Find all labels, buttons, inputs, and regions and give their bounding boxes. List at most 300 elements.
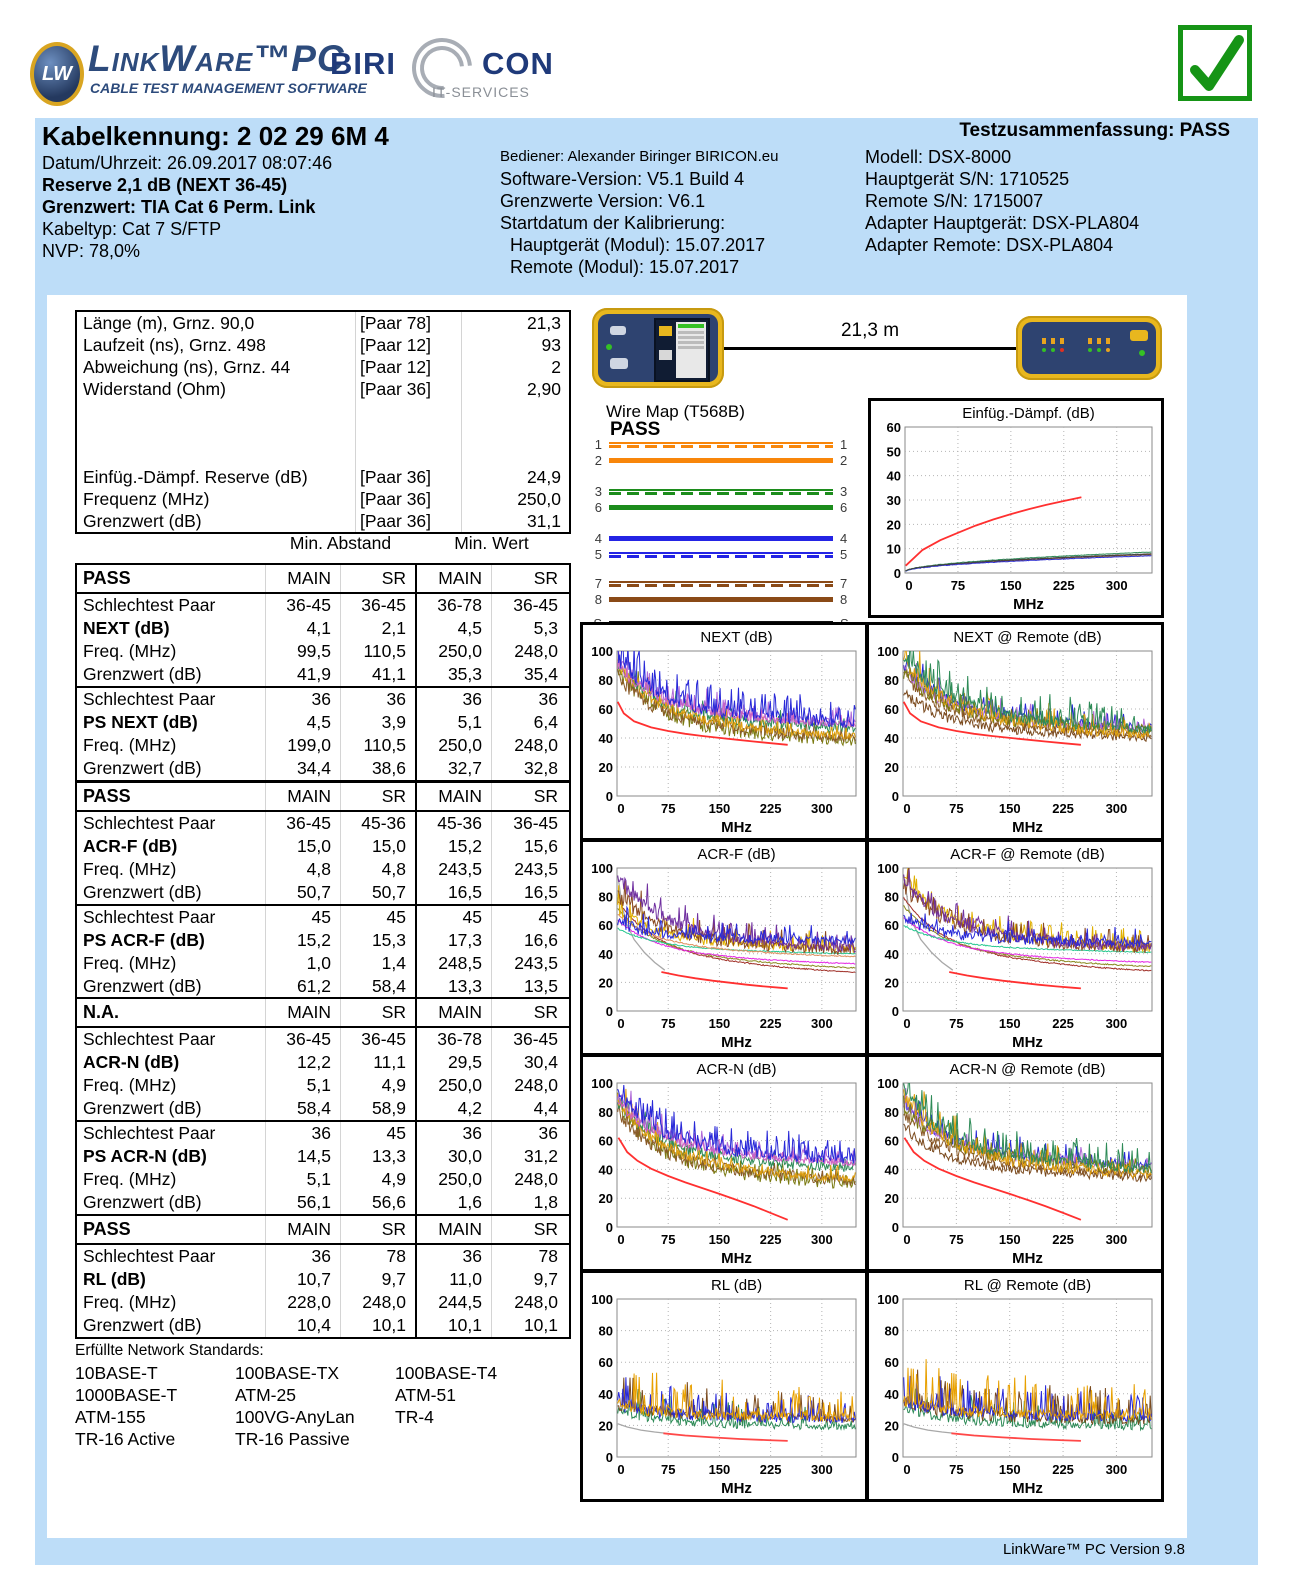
standards-list — [75, 1362, 555, 1450]
svg-text:MHz: MHz — [721, 819, 752, 836]
svg-text:75: 75 — [660, 1016, 676, 1031]
cell-label: PS NEXT (dB) — [83, 712, 198, 732]
cell — [461, 422, 569, 444]
svg-text:20: 20 — [598, 1191, 613, 1207]
svg-text:MHz: MHz — [1012, 1250, 1043, 1267]
wire-pin-left: 3 — [594, 484, 602, 499]
cell-value: 5,3 — [491, 617, 567, 640]
cell-label: Frequenz (MHz) — [83, 489, 210, 509]
cell-value: 2,90 — [461, 378, 569, 400]
table-row — [77, 640, 569, 663]
cell-value: 36-45 — [491, 594, 567, 617]
cell-value: 36 — [415, 688, 491, 711]
svg-text:300: 300 — [1105, 578, 1128, 593]
table-row — [77, 929, 569, 952]
wire-pair-row — [586, 500, 856, 515]
svg-text:40: 40 — [884, 946, 899, 962]
result-table — [75, 563, 571, 782]
cell-value: 15,0 — [265, 835, 340, 858]
column-header: SR — [340, 1216, 415, 1243]
cell-label: Abweichung (ns), Grnz. 44 — [83, 357, 291, 377]
cell-value: 15,2 — [415, 835, 491, 858]
standard-item: 1000BASE-T — [75, 1385, 178, 1405]
table-header-row — [77, 1216, 569, 1245]
cell-value: 4,1 — [265, 617, 340, 640]
remote-led-cluster — [1042, 338, 1076, 354]
cell-value: 3,9 — [340, 711, 415, 734]
cell-value: 36-78 — [415, 1028, 491, 1051]
main-tester-face — [598, 314, 718, 382]
cell-value: 10,1 — [340, 1314, 415, 1337]
wire-line — [609, 581, 833, 587]
cell-label: Freq. (MHz) — [83, 1169, 177, 1189]
cell-value: 30,4 — [491, 1051, 567, 1074]
cell-value: 244,5 — [415, 1291, 491, 1314]
svg-text:75: 75 — [949, 1232, 964, 1247]
header-line: Kabeltyp: Cat 7 S/FTP — [42, 219, 222, 239]
cell-label: Freq. (MHz) — [83, 641, 177, 661]
header-line: Hauptgerät (Modul): 15.07.2017 — [510, 235, 766, 255]
cell-label: RL (dB) — [83, 1269, 146, 1289]
cell-value: 38,6 — [340, 757, 415, 780]
cell-value: 99,5 — [265, 640, 340, 663]
cell-value: 17,3 — [415, 929, 491, 952]
cell-value: 5,1 — [265, 1074, 340, 1097]
svg-text:100: 100 — [877, 1076, 899, 1091]
svg-text:30: 30 — [886, 493, 901, 508]
cell-label: Schlechtest Paar — [83, 595, 216, 615]
cell-label: Freq. (MHz) — [83, 1292, 177, 1312]
column-header: SR — [340, 783, 415, 810]
wire-pin-right: 3 — [840, 484, 848, 499]
chart-acrn — [580, 1054, 868, 1272]
svg-text:60: 60 — [886, 420, 901, 435]
cell-value: 250,0 — [415, 734, 491, 757]
cell-label: Schlechtest Paar — [83, 689, 216, 709]
header-line: Modell: DSX-8000 — [865, 147, 1012, 167]
wire-pin-right: 4 — [840, 531, 848, 546]
cell — [77, 422, 355, 444]
svg-text:Einfüg.-Dämpf. (dB): Einfüg.-Dämpf. (dB) — [962, 405, 1095, 422]
cell-label: ACR-N (dB) — [83, 1052, 180, 1072]
screen-icon — [659, 350, 672, 360]
svg-text:40: 40 — [884, 1162, 899, 1178]
chart-canvas — [869, 625, 1161, 838]
svg-text:0: 0 — [617, 1462, 625, 1477]
cell-value: 250,0 — [415, 640, 491, 663]
svg-text:150: 150 — [1000, 578, 1022, 593]
cell-value: 32,8 — [491, 757, 567, 780]
svg-text:0: 0 — [903, 801, 911, 816]
cell-value: 11,0 — [415, 1268, 491, 1291]
svg-text:60: 60 — [884, 918, 899, 934]
cell-value: 21,3 — [461, 312, 569, 334]
column-header: SR — [491, 565, 567, 592]
svg-text:300: 300 — [811, 1462, 833, 1477]
svg-text:RL (dB): RL (dB) — [710, 1277, 763, 1294]
svg-text:10: 10 — [886, 541, 901, 557]
tester-button — [610, 326, 626, 335]
column-header: SR — [491, 999, 567, 1026]
chart-next-remote — [866, 622, 1164, 841]
remote-button — [1130, 330, 1148, 341]
table-row — [77, 1314, 569, 1337]
wire-pin-right: 1 — [840, 437, 848, 452]
cell-label: PS ACR-N (dB) — [83, 1146, 207, 1166]
svg-text:225: 225 — [1052, 1462, 1074, 1477]
svg-text:40: 40 — [598, 731, 613, 746]
cell-value: 2 — [461, 356, 569, 378]
header-line: Reserve 2,1 dB (NEXT 36-45) — [42, 175, 288, 195]
svg-text:300: 300 — [1105, 1462, 1128, 1477]
svg-text:100: 100 — [591, 1292, 613, 1307]
svg-text:NEXT (dB): NEXT (dB) — [700, 629, 773, 646]
wire-pin-right: 2 — [840, 453, 848, 468]
header-right-block — [865, 146, 1139, 256]
chart-insertion-loss — [868, 398, 1164, 618]
svg-text:MHz: MHz — [721, 1480, 752, 1497]
cell-value: 36 — [265, 1245, 340, 1268]
cell-value: 45 — [340, 1122, 415, 1145]
table-header-row — [77, 783, 569, 812]
table-row — [77, 952, 569, 975]
wire-line — [609, 442, 833, 448]
cell-label: Freq. (MHz) — [83, 1075, 177, 1095]
wire-pair-row — [586, 531, 856, 546]
biricon-part1: BIRI — [330, 46, 396, 81]
svg-text:100: 100 — [591, 644, 613, 659]
cell-value: 36 — [265, 1122, 340, 1145]
wire-line — [609, 536, 833, 541]
cell-pair: [Paar 12] — [355, 356, 461, 378]
cell-value: 6,4 — [491, 711, 567, 734]
linkware-brand: LinkWare™PC — [88, 38, 345, 79]
svg-text:150: 150 — [998, 1232, 1021, 1247]
wire-pin-left: 1 — [594, 437, 602, 452]
table-row — [77, 444, 569, 466]
svg-text:0: 0 — [891, 1220, 899, 1235]
header-line: NVP: 78,0% — [42, 241, 141, 261]
chart-canvas — [869, 842, 1161, 1053]
chart-acrn-remote — [866, 1054, 1164, 1272]
table-row — [77, 835, 569, 858]
cell-value: 29,5 — [415, 1051, 491, 1074]
cell-value: 50,7 — [340, 881, 415, 904]
column-header: MAIN — [415, 783, 491, 810]
standard-item: TR-16 Passive — [235, 1429, 350, 1449]
remote-led-cluster — [1088, 338, 1122, 354]
cell-value: 61,2 — [265, 975, 340, 998]
svg-text:60: 60 — [598, 702, 613, 717]
table-row — [77, 711, 569, 734]
svg-text:0: 0 — [891, 789, 899, 804]
svg-text:300: 300 — [811, 1016, 833, 1031]
svg-text:225: 225 — [759, 801, 782, 816]
cell-value: 1,6 — [415, 1191, 491, 1214]
cell-value: 41,1 — [340, 663, 415, 686]
wire-line — [609, 552, 833, 558]
wire-line — [609, 489, 833, 495]
svg-text:0: 0 — [605, 1450, 613, 1465]
wire-pair-row — [586, 576, 856, 591]
tester-screen — [654, 318, 710, 382]
cell-value: 13,5 — [491, 975, 567, 998]
cell-value: 16,5 — [491, 881, 567, 904]
table-row — [77, 422, 569, 444]
svg-text:20: 20 — [884, 1191, 899, 1207]
svg-text:300: 300 — [1105, 1016, 1128, 1031]
cell-value: 36-45 — [340, 594, 415, 617]
table-row — [77, 1245, 569, 1268]
cell-value: 36 — [491, 1122, 567, 1145]
cell-pair: [Paar 36] — [355, 510, 461, 532]
cell-value: 32,7 — [415, 757, 491, 780]
svg-text:NEXT @ Remote (dB): NEXT @ Remote (dB) — [953, 629, 1102, 646]
cell-value: 36-45 — [265, 1028, 340, 1051]
cell-label: Freq. (MHz) — [83, 735, 177, 755]
cell-label: Schlechtest Paar — [83, 907, 216, 927]
chart-canvas — [583, 625, 865, 838]
table-row — [77, 757, 569, 780]
wire-pin-right: 5 — [840, 547, 848, 562]
cell-value: 4,5 — [415, 617, 491, 640]
svg-text:80: 80 — [598, 889, 613, 905]
svg-text:MHz: MHz — [721, 1250, 752, 1267]
standard-item: ATM-25 — [235, 1385, 296, 1405]
cell-value: 35,3 — [415, 663, 491, 686]
svg-text:225: 225 — [1052, 1232, 1074, 1247]
wire-pin-left: 5 — [594, 547, 602, 562]
wire-pin-right: 7 — [840, 576, 848, 591]
cell-label: Laufzeit (ns), Grnz. 498 — [83, 335, 266, 355]
cell-label: Schlechtest Paar — [83, 813, 216, 833]
test-summary-status: Testzusammenfassung: PASS — [959, 120, 1230, 141]
svg-text:MHz: MHz — [721, 1034, 752, 1051]
cell-value: 10,1 — [491, 1314, 567, 1337]
cell-pair: [Paar 12] — [355, 334, 461, 356]
cell-value: 15,0 — [340, 835, 415, 858]
cell-value: 4,4 — [491, 1097, 567, 1120]
cell-label: PS ACR-F (dB) — [83, 930, 205, 950]
cell — [355, 400, 461, 422]
svg-text:150: 150 — [998, 801, 1021, 816]
cell-label: Grenzwert (dB) — [83, 758, 202, 778]
cell-label: Grenzwert (dB) — [83, 1098, 202, 1118]
svg-text:60: 60 — [884, 1355, 899, 1371]
cell-value: 50,7 — [265, 881, 340, 904]
svg-text:0: 0 — [605, 1004, 613, 1019]
cell-value: 248,0 — [491, 1074, 567, 1097]
chart-canvas — [871, 401, 1161, 615]
cell-value: 45-36 — [415, 812, 491, 835]
svg-text:100: 100 — [877, 861, 899, 876]
remote-tester-face — [1022, 322, 1156, 374]
svg-text:80: 80 — [598, 1104, 613, 1120]
svg-text:80: 80 — [598, 1323, 613, 1339]
svg-text:75: 75 — [949, 1016, 964, 1031]
svg-text:150: 150 — [708, 801, 731, 816]
cell-value: 36-45 — [491, 1028, 567, 1051]
table-row — [77, 904, 569, 929]
svg-text:MHz: MHz — [1012, 1480, 1043, 1497]
cell-value: 13,3 — [340, 1145, 415, 1168]
table-row — [77, 686, 569, 711]
svg-text:150: 150 — [708, 1016, 731, 1031]
svg-text:100: 100 — [591, 861, 613, 876]
operator-line: Bediener: Alexander Biringer BIRICON.eu — [500, 148, 779, 165]
cell-value: 228,0 — [265, 1291, 340, 1314]
cell-value: 4,9 — [340, 1074, 415, 1097]
svg-text:60: 60 — [884, 1133, 899, 1149]
cell-value: 5,1 — [265, 1168, 340, 1191]
svg-text:20: 20 — [598, 760, 613, 775]
wire-pin-left: 4 — [594, 531, 602, 546]
cell-value: 9,7 — [491, 1268, 567, 1291]
standards-column — [75, 1362, 235, 1450]
wire-pin-right: 6 — [840, 500, 848, 515]
cell-value: 45 — [491, 906, 567, 929]
cell-value: 56,6 — [340, 1191, 415, 1214]
table-row — [77, 356, 569, 378]
wire-pin-left: 2 — [594, 453, 602, 468]
wiremap-status: PASS — [610, 419, 661, 440]
table-row — [77, 1074, 569, 1097]
wire-pair-row — [586, 592, 856, 607]
cell-value: 36 — [265, 688, 340, 711]
chart-acrf — [580, 839, 868, 1056]
standard-item: ATM-155 — [75, 1407, 146, 1427]
min-abstand-header: Min. Abstand — [289, 533, 392, 553]
logo-badge-text: LW — [42, 62, 72, 85]
table-row — [77, 975, 569, 998]
table-row — [77, 378, 569, 400]
cell — [77, 444, 355, 466]
scalar-results-table — [75, 310, 571, 534]
cell-value: 78 — [491, 1245, 567, 1268]
remote-led — [1139, 350, 1145, 356]
table-row — [77, 466, 569, 488]
cell-value: 15,2 — [265, 929, 340, 952]
table-row — [77, 734, 569, 757]
table-row — [77, 488, 569, 510]
cell-value: 36-45 — [340, 1028, 415, 1051]
cell-value: 15,3 — [340, 929, 415, 952]
cell-value: 250,0 — [461, 488, 569, 510]
table-row — [77, 1145, 569, 1168]
cell-value: 78 — [340, 1245, 415, 1268]
svg-text:MHz: MHz — [1012, 1034, 1043, 1051]
check-mark — [1183, 30, 1247, 96]
cell-value: 4,5 — [265, 711, 340, 734]
biricon-subtitle: IT-SERVICES — [432, 84, 530, 100]
table-row — [77, 812, 569, 835]
cell-value: 5,1 — [415, 711, 491, 734]
status-cell: N.A. — [83, 1002, 119, 1022]
footer-version: LinkWare™ PC Version 9.8 — [1002, 1541, 1185, 1558]
cell-value: 1,4 — [340, 952, 415, 975]
cell-value: 36 — [415, 1245, 491, 1268]
svg-text:225: 225 — [759, 1016, 782, 1031]
svg-text:80: 80 — [884, 1323, 899, 1339]
cell-value: 250,0 — [415, 1074, 491, 1097]
table-row — [77, 594, 569, 617]
column-header: MAIN — [265, 999, 340, 1026]
chart-canvas — [583, 1273, 865, 1499]
svg-text:100: 100 — [877, 1292, 899, 1307]
cell-value: 34,4 — [265, 757, 340, 780]
cell-value: 4,8 — [265, 858, 340, 881]
standard-item: ATM-51 — [395, 1385, 456, 1405]
svg-text:100: 100 — [877, 644, 899, 659]
standards-column — [395, 1362, 555, 1450]
table-row — [77, 1028, 569, 1051]
svg-text:ACR-N (dB): ACR-N (dB) — [696, 1061, 777, 1078]
cell-value: 35,4 — [491, 663, 567, 686]
cell-value: 36 — [491, 688, 567, 711]
svg-text:MHz: MHz — [1013, 596, 1044, 613]
cell — [77, 400, 355, 422]
header-line: Adapter Remote: DSX-PLA804 — [865, 235, 1114, 255]
column-header: MAIN — [415, 999, 491, 1026]
svg-text:20: 20 — [886, 517, 901, 533]
pass-check-icon — [1178, 25, 1252, 101]
svg-text:0: 0 — [891, 1004, 899, 1019]
svg-text:20: 20 — [884, 1418, 899, 1434]
cell-value: 248,0 — [491, 734, 567, 757]
cell-value: 243,5 — [491, 858, 567, 881]
cell-value: 93 — [461, 334, 569, 356]
result-table — [75, 1214, 571, 1339]
svg-text:20: 20 — [598, 1418, 613, 1434]
svg-text:20: 20 — [884, 760, 899, 775]
cell — [461, 444, 569, 466]
cell-pair: [Paar 78] — [355, 312, 461, 334]
cell-value: 45 — [265, 906, 340, 929]
svg-text:40: 40 — [598, 1386, 613, 1402]
svg-text:RL @ Remote (dB): RL @ Remote (dB) — [963, 1277, 1092, 1294]
link-length-label: 21,3 m — [840, 320, 900, 341]
svg-text:0: 0 — [605, 789, 613, 804]
cell-label: Freq. (MHz) — [83, 953, 177, 973]
svg-text:80: 80 — [884, 1104, 899, 1120]
linkware-logo-badge — [30, 42, 84, 106]
wire-pair-row — [586, 484, 856, 499]
header-line: Adapter Hauptgerät: DSX-PLA804 — [865, 213, 1140, 233]
column-header: MAIN — [265, 1216, 340, 1243]
header-line: Grenzwerte Version: V6.1 — [500, 191, 706, 211]
svg-text:ACR-F @ Remote (dB): ACR-F @ Remote (dB) — [950, 846, 1105, 863]
svg-text:75: 75 — [660, 801, 676, 816]
cell-value: 45 — [340, 906, 415, 929]
svg-text:60: 60 — [598, 918, 613, 934]
svg-text:150: 150 — [998, 1462, 1021, 1477]
svg-text:80: 80 — [598, 673, 613, 688]
cell — [355, 422, 461, 444]
svg-text:225: 225 — [1052, 1016, 1074, 1031]
table-header-row — [77, 999, 569, 1028]
cell-value: 4,9 — [340, 1168, 415, 1191]
cell-value: 13,3 — [415, 975, 491, 998]
cell-value: 36 — [340, 688, 415, 711]
svg-text:0: 0 — [617, 1016, 625, 1031]
cell-pair: [Paar 36] — [355, 378, 461, 400]
svg-text:0: 0 — [617, 1232, 625, 1247]
column-header: MAIN — [415, 565, 491, 592]
table-row — [77, 312, 569, 334]
svg-text:0: 0 — [893, 566, 901, 581]
svg-text:60: 60 — [884, 702, 899, 717]
svg-text:300: 300 — [1105, 801, 1128, 816]
